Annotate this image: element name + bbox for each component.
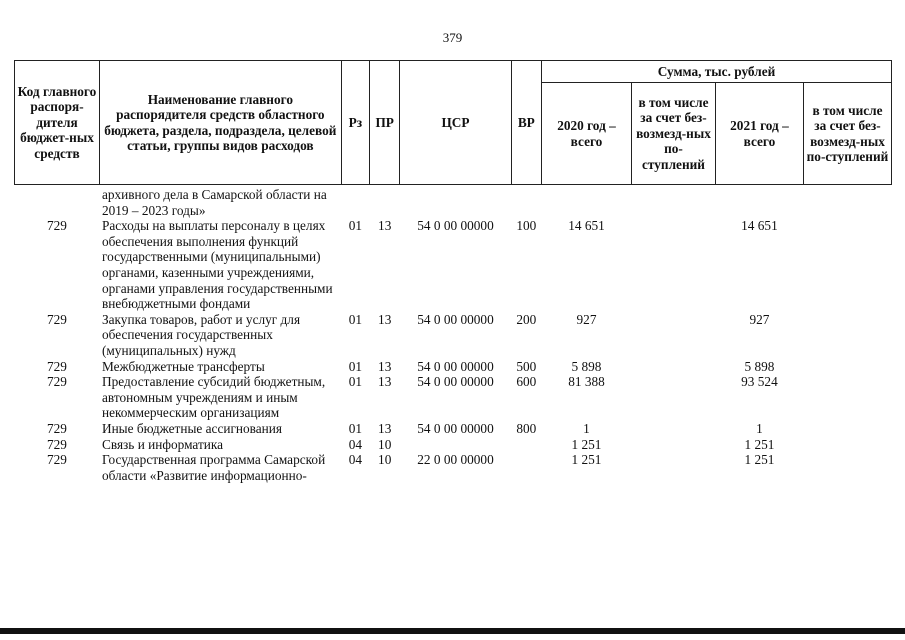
cell-code: 729 <box>47 452 67 468</box>
cell-pr: 13 <box>378 311 392 327</box>
cell-2021-grants <box>803 359 891 375</box>
cell-2020-total: 1 251 <box>571 452 602 468</box>
cell-vr: 100 <box>516 218 537 234</box>
cell-code: 729 <box>47 374 67 390</box>
cell-2021-total: 93 524 <box>741 374 778 390</box>
cell-2021-total <box>715 185 803 219</box>
cell-2020-grants <box>632 437 716 453</box>
cell-2020-grants <box>632 218 716 312</box>
header-name: Наименование главного распорядителя средств областного бюджета, раздела, подраздела, целевой статьи, группы видов расходов <box>99 61 341 185</box>
cell-csr: 54 0 00 00000 <box>417 374 494 390</box>
cell-vr: 600 <box>516 374 537 390</box>
cell-2021-total: 5 898 <box>744 358 775 374</box>
cell-2020-grants <box>632 452 716 483</box>
header-2020-total: 2020 год – всего <box>541 83 631 185</box>
cell-2021-total: 14 651 <box>741 218 778 234</box>
cell-name: Государственная программа Самарской области «Развитие информационно- <box>101 452 326 483</box>
cell-2020-total: 81 388 <box>568 374 605 390</box>
cell-pr: 13 <box>378 420 392 436</box>
cell-vr <box>511 185 541 219</box>
cell-code: 729 <box>47 218 67 234</box>
cell-2021-grants <box>803 437 891 453</box>
cell-2020-total: 1 251 <box>571 436 602 452</box>
cell-csr <box>400 437 511 453</box>
cell-vr <box>511 437 541 453</box>
cell-name: архивного дела в Самарской области на 2019 – 2023 годы» <box>101 187 327 218</box>
cell-name: Связь и информатика <box>101 436 224 452</box>
cell-2021-total: 1 <box>756 420 763 436</box>
cell-2020-total <box>541 185 631 219</box>
cell-2020-total: 927 <box>576 311 597 327</box>
cell-name: Расходы на выплаты персоналу в целях обеспечения выполнения функций государственными (муниципальными) органами, казенными учреждениями, органами управления государственными внебюджетными фондами <box>101 218 333 312</box>
cell-2021-grants <box>803 421 891 437</box>
cell-2020-total: 1 <box>583 420 590 436</box>
cell-2021-grants <box>803 452 891 483</box>
cell-2020-grants <box>632 185 716 219</box>
table-row <box>15 452 892 483</box>
cell-2020-total: 5 898 <box>571 358 602 374</box>
table-row <box>15 218 892 312</box>
cell-pr: 10 <box>378 436 392 452</box>
table-row <box>15 374 892 421</box>
cell-name: Закупка товаров, работ и услуг для обеспечения государственных (муниципальных) нужд <box>101 311 301 358</box>
cell-rz: 01 <box>348 218 363 234</box>
cell-2021-grants <box>803 185 891 219</box>
cell-csr: 54 0 00 00000 <box>417 420 494 436</box>
cell-code <box>15 185 100 219</box>
cell-rz: 04 <box>348 452 363 468</box>
header-csr: ЦСР <box>400 61 511 185</box>
cell-rz: 01 <box>348 311 363 327</box>
cell-2021-grants <box>803 312 891 359</box>
cell-csr: 54 0 00 00000 <box>417 358 494 374</box>
cell-csr: 22 0 00 00000 <box>417 452 494 468</box>
cell-rz <box>341 185 369 219</box>
header-vr: ВР <box>511 61 541 185</box>
cell-name: Предоставление субсидий бюджетным, автономным учреждениям и иным некоммерческим организациям <box>101 374 326 421</box>
cell-2020-total: 14 651 <box>568 218 605 234</box>
cell-rz: 01 <box>348 358 363 374</box>
header-2020-grants: в том числе за счет без-возмезд-ных по-ступлений <box>632 83 716 185</box>
table-row <box>15 421 892 437</box>
cell-pr: 13 <box>378 374 392 390</box>
cell-name: Иные бюджетные ассигнования <box>101 420 283 436</box>
cell-pr <box>370 185 400 219</box>
cell-2021-total: 927 <box>749 311 770 327</box>
cell-pr: 10 <box>378 452 392 468</box>
cell-2020-grants <box>632 421 716 437</box>
cell-vr: 500 <box>516 358 537 374</box>
cell-csr: 54 0 00 00000 <box>417 311 494 327</box>
table-header <box>15 61 892 185</box>
cell-code: 729 <box>47 436 67 452</box>
page-number: 379 <box>442 30 463 45</box>
table-row <box>15 437 892 453</box>
cell-code: 729 <box>47 311 67 327</box>
cell-code: 729 <box>47 358 67 374</box>
table-row <box>15 312 892 359</box>
scan-bottom-edge <box>0 628 905 634</box>
cell-vr: 200 <box>516 311 537 327</box>
cell-pr: 13 <box>378 358 392 374</box>
cell-2020-grants <box>632 374 716 421</box>
cell-pr: 13 <box>378 218 392 234</box>
cell-vr <box>511 452 541 483</box>
table-row <box>15 359 892 375</box>
header-pr: ПР <box>370 61 400 185</box>
cell-2021-grants <box>803 374 891 421</box>
cell-name: Межбюджетные трансферты <box>101 358 265 374</box>
cell-csr <box>400 185 511 219</box>
header-rz: Рз <box>341 61 369 185</box>
cell-code: 729 <box>47 420 67 436</box>
table-body <box>15 185 892 484</box>
cell-csr: 54 0 00 00000 <box>417 218 494 234</box>
header-2021-grants: в том числе за счет без-возмезд-ных по-ступлений <box>803 83 891 185</box>
cell-2020-grants <box>632 359 716 375</box>
header-sum: Сумма, тыс. рублей <box>541 61 891 83</box>
header-code: Код главного распоря-дителя бюджет-ных средств <box>15 61 100 185</box>
cell-rz: 01 <box>348 420 363 436</box>
table-row <box>15 185 892 219</box>
budget-table <box>14 60 892 483</box>
cell-vr: 800 <box>516 420 537 436</box>
cell-rz: 01 <box>348 374 363 390</box>
cell-2021-total: 1 251 <box>744 452 775 468</box>
cell-rz: 04 <box>348 436 363 452</box>
cell-2020-grants <box>632 312 716 359</box>
cell-2021-grants <box>803 218 891 312</box>
header-2021-total: 2021 год – всего <box>715 83 803 185</box>
cell-2021-total: 1 251 <box>744 436 775 452</box>
